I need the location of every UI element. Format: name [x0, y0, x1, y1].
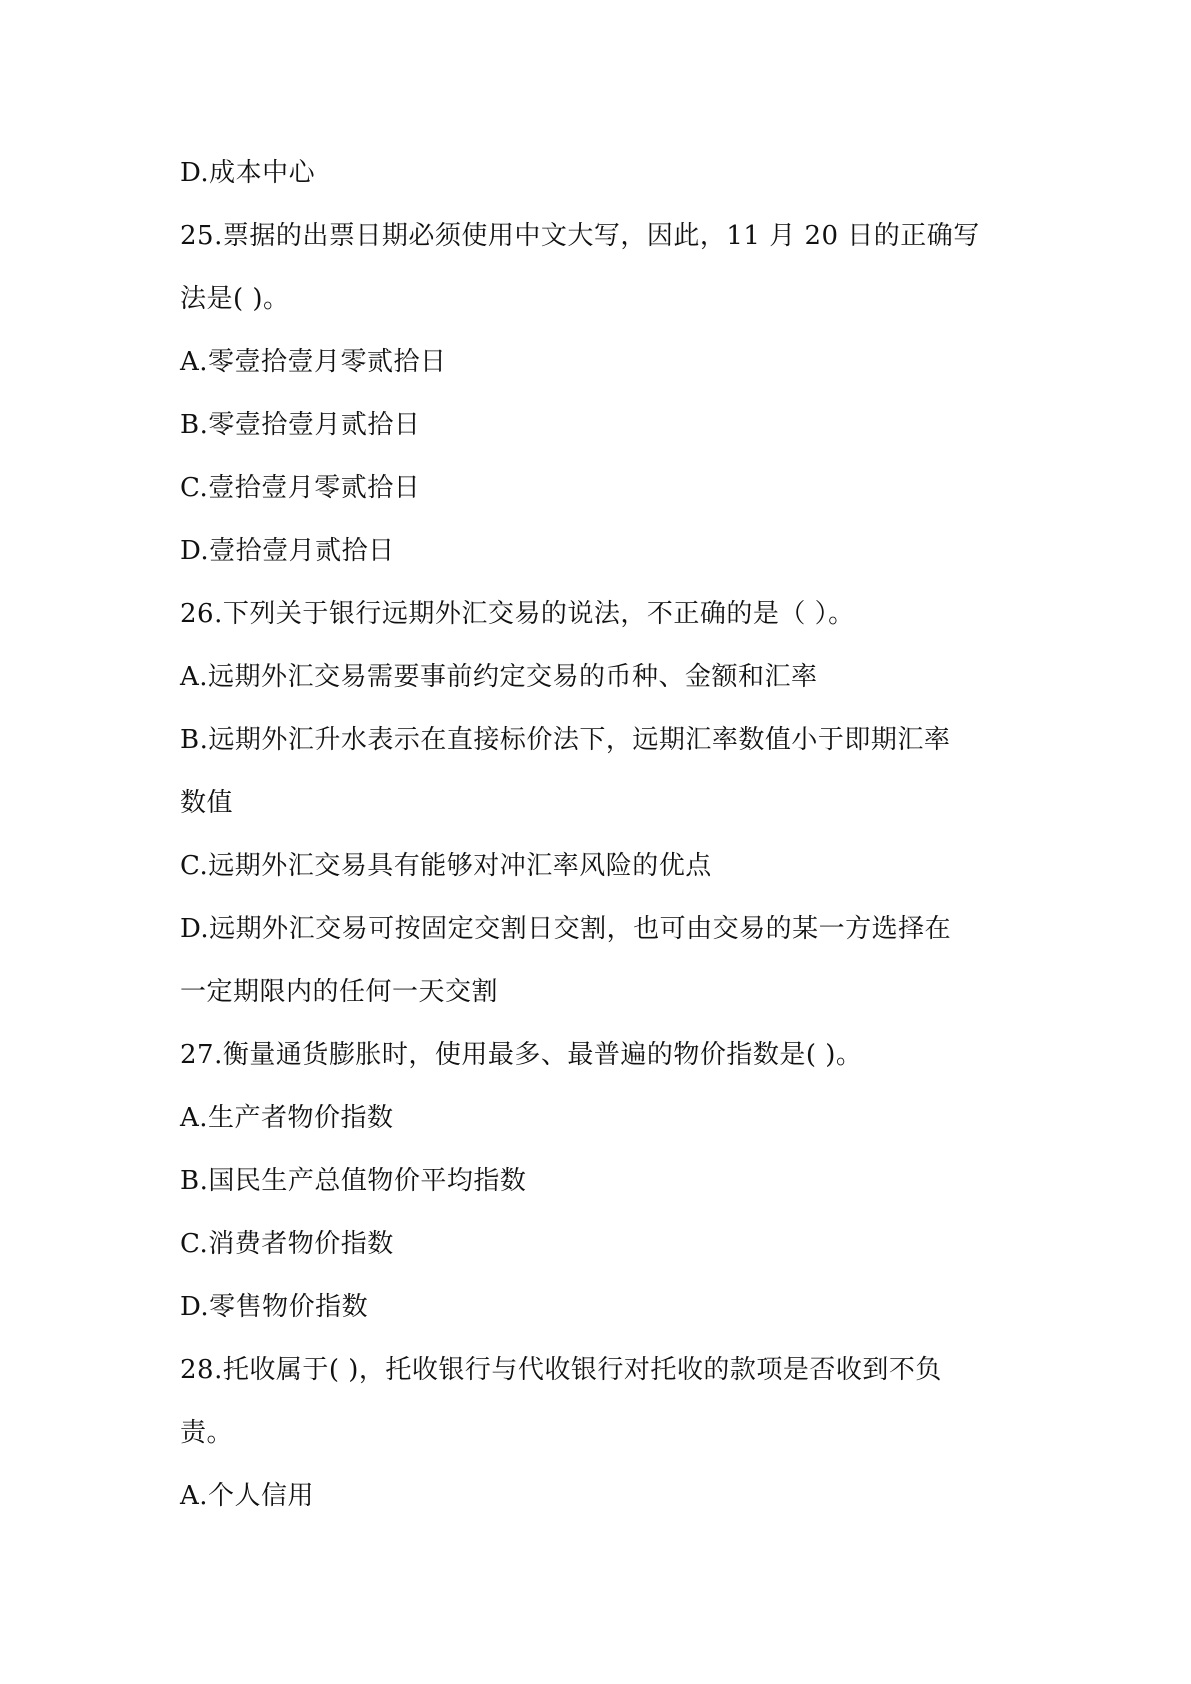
option-25-b: B.零壹拾壹月贰拾日	[180, 410, 421, 440]
option-26-b: B.远期外汇升水表示在直接标价法下，远期汇率数值小于即期汇率	[180, 725, 951, 755]
question-28-text-cont: 责。	[180, 1418, 234, 1448]
option-27-d: D.零售物价指数	[180, 1292, 369, 1322]
question-25-text-cont: 法是( )。	[180, 284, 290, 314]
option-26-d-cont: 一定期限内的任何一天交割	[180, 977, 499, 1007]
option-26-c: C.远期外汇交易具有能够对冲汇率风险的优点	[180, 851, 712, 881]
option-26-d: D.远期外汇交易可按固定交割日交割，也可由交易的某一方选择在	[180, 914, 952, 944]
option-26-b-cont: 数值	[180, 788, 234, 818]
question-25-text: 25.票据的出票日期必须使用中文大写，因此，11 月 20 日的正确写	[180, 221, 980, 251]
question-26-text: 26.下列关于银行远期外汇交易的说法，不正确的是（ ）。	[180, 599, 855, 629]
document-body	[180, 142, 1010, 1528]
option-24-d: D.成本中心	[180, 158, 316, 188]
option-27-c: C.消费者物价指数	[180, 1229, 394, 1259]
option-25-a: A.零壹拾壹月零贰拾日	[180, 347, 447, 377]
option-27-a: A.生产者物价指数	[180, 1103, 394, 1133]
option-25-d: D.壹拾壹月贰拾日	[180, 536, 395, 566]
option-25-c: C.壹拾壹月零贰拾日	[180, 473, 421, 503]
option-28-a: A.个人信用	[180, 1481, 315, 1511]
question-27-text: 27.衡量通货膨胀时，使用最多、最普遍的物价指数是( )。	[180, 1040, 863, 1070]
option-27-b: B.国民生产总值物价平均指数	[180, 1166, 527, 1196]
question-28-text: 28.托收属于( )，托收银行与代收银行对托收的款项是否收到不负	[180, 1355, 942, 1385]
option-26-a: A.远期外汇交易需要事前约定交易的币种、金额和汇率	[180, 662, 818, 692]
